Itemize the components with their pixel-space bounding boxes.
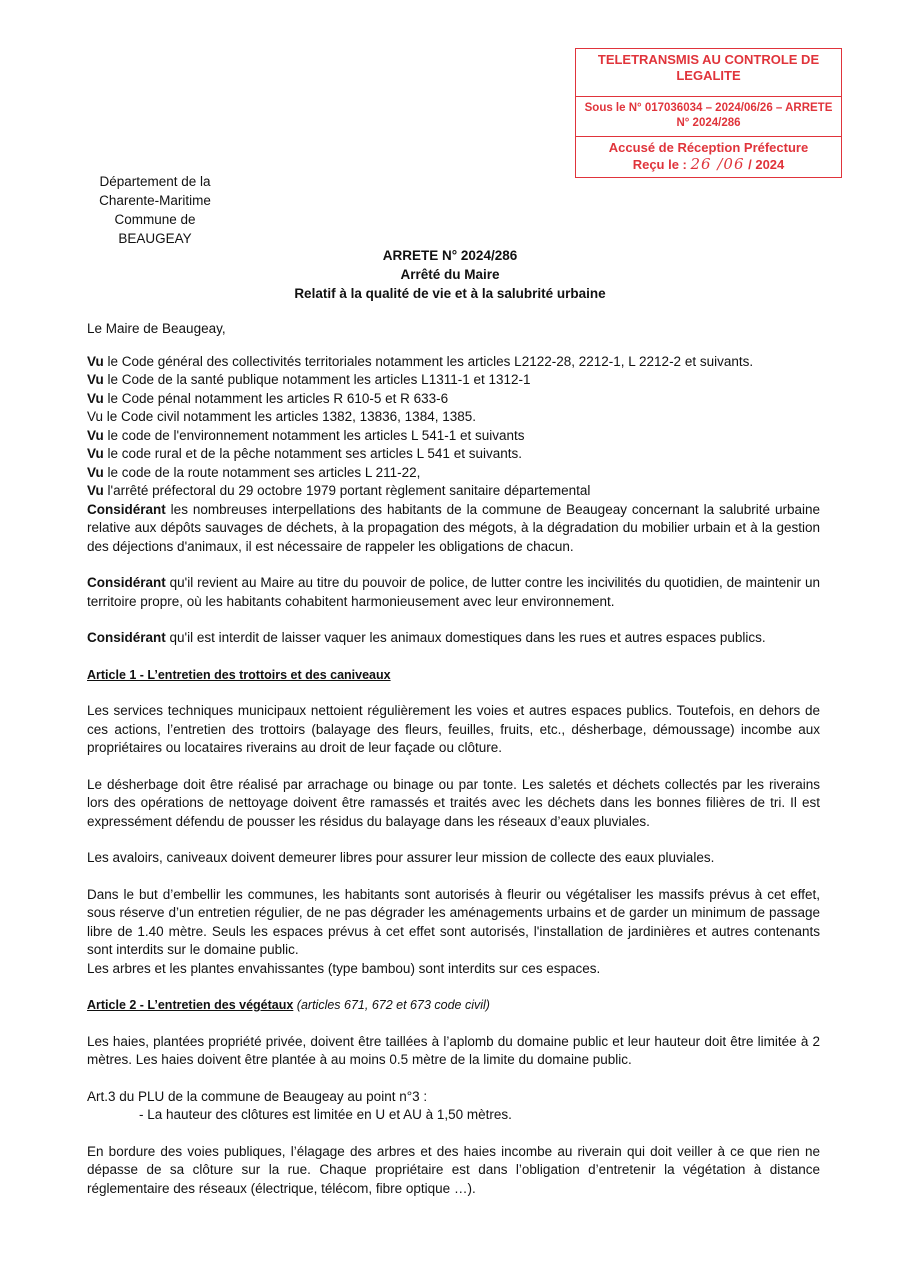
- vu-line: Vu le code de la route notamment ses articles L 211-22,: [87, 464, 421, 480]
- decree-subject: Relatif à la qualité de vie et à la salubrité urbaine: [294, 286, 606, 301]
- article-2-title: Article 2 - L’entretien des végétaux (articles 671, 672 et 673 code civil): [87, 998, 490, 1012]
- vu-line: Vu le Code civil notamment les articles 1382, 13836, 1384, 1385.: [87, 409, 476, 424]
- article-1-title: Article 1 - L’entretien des trottoirs et des caniveaux: [87, 667, 391, 682]
- salutation: Le Maire de Beaugeay,: [87, 321, 226, 336]
- legality-stamp: [575, 48, 842, 178]
- considerant-paragraph: Considérant qu'il revient au Maire au titre du pouvoir de police, de lutter contre les incivilités du quotidien, de maintenir un territoire propre, où les habitants cohabitent harmonieusement avec leur environnement.: [87, 575, 820, 609]
- vu-line: Vu l'arrêté préfectoral du 29 octobre 1979 portant règlement sanitaire départemental: [87, 483, 591, 498]
- article-1-paragraph: Les arbres et les plantes envahissantes (type bambou) sont interdits sur ces espaces.: [87, 960, 601, 976]
- article-2-bullet: - La hauteur des clôtures est limitée en U et AU à 1,50 mètres.: [139, 1107, 512, 1122]
- decree-heading: [0, 246, 900, 303]
- article-2-paragraph: Art.3 du PLU de la commune de Beaugeay au point n°3 :: [87, 1088, 428, 1104]
- considerant-paragraph: Considérant les nombreuses interpellations des habitants de la commune de Beaugeay concernant la salubrité urbaine relative aux dépôts sauvages de déchets, à la propagation des mégots, à la dégradation du mobilier urbain et à la gestion des déjections d'animaux, il est nécessaire de rappeler les obligations de chacun.: [87, 501, 820, 554]
- article-1-paragraph: Le désherbage doit être réalisé par arrachage ou binage ou par tonte. Les saletés et déchets collectés par les riverains lors des opérations de nettoyage doivent être ramassés et traités avec les déchets dans les bonnes filières de tri. Il est expressément défendu de pousser les résidus du balayage dans les réseaux d’eaux pluviales.: [87, 776, 820, 829]
- stamp-received-date: Reçu le : 26 /06 / 2024: [632, 155, 785, 173]
- article-2-paragraph: Les haies, plantées propriété privée, doivent être taillées à l’aplomb du domaine public et leur hauteur doit être limitée à 2 mètres. Les haies doivent être plantée à au moins 0.5 mètre de la limite du domaine public.: [87, 1033, 820, 1067]
- article-2-paragraph: En bordure des voies publiques, l’élagage des arbres et des haies incombe au riverain qui doit veiller à ce que rien ne dépasse de sa clôture sur la rue. Chaque propriétaire est dans l’obligation d’entretenir la végétation à distance réglementaire des réseaux (électrique, télécom, fibre optique …).: [87, 1143, 820, 1196]
- stamp-reference: Sous le N° 017036034 – 2024/06/26 – ARRETE N° 2024/286: [576, 97, 841, 137]
- decree-subtitle: Arrêté du Maire: [400, 267, 500, 282]
- handwritten-day: 26: [690, 155, 712, 173]
- vu-line: Vu le Code général des collectivités territoriales notamment les articles L2122-28, 2212-1, L 2212-2 et suivants.: [87, 353, 754, 369]
- stamp-title: TELETRANSMIS AU CONTROLE DE LEGALITE: [576, 49, 841, 97]
- considerant-paragraph: Considérant qu'il est interdit de laisser vaquer les animaux domestiques dans les rues et autres espaces publics.: [87, 630, 766, 645]
- article-1-paragraph: Les services techniques municipaux nettoient régulièrement les voies et autres espaces publics. Toutefois, en dehors de ces actions, l’entretien des trottoirs (balayage des fleurs, feuilles, fruits, etc., désherbage, démoussage) incombe aux propriétaires ou locataires riverains au droit de leur façade ou clôture.: [87, 703, 820, 755]
- document-body: [87, 320, 820, 1198]
- department-block: Département de la Charente-Maritime Commune de BEAUGEAY: [99, 174, 211, 246]
- stamp-reception: [576, 137, 841, 177]
- vu-line: Vu le code rural et de la pêche notamment ses articles L 541 et suivants.: [87, 446, 522, 461]
- vu-line: Vu le Code de la santé publique notamment les articles L1311-1 et 1312-1: [87, 372, 531, 387]
- article-1-paragraph: Dans le but d’embellir les communes, les habitants sont autorisés à fleurir ou végétaliser les massifs prévus à cet effet, sous réserve d’un entretien régulier, de ne pas dégrader les aménagements urbains et de garder un minimum de passage libre de 1.40 mètre. Seuls les espaces prévus à cet effet sont autorisés, l'installation de jardinières et autres contenants sont interdits sur le domaine public.: [87, 886, 820, 957]
- vu-line: Vu le code de l'environnement notamment les articles L 541-1 et suivants: [87, 427, 525, 443]
- vu-line: Vu le Code pénal notamment les articles R 610-5 et R 633-6: [87, 390, 449, 406]
- handwritten-month: 06: [723, 155, 745, 173]
- decree-number: ARRETE N° 2024/286: [382, 248, 518, 263]
- stamp-accuse: Accusé de Réception Préfecture: [608, 140, 809, 155]
- article-1-paragraph: Les avaloirs, caniveaux doivent demeurer libres pour assurer leur mission de collecte des eaux pluviales.: [87, 850, 715, 865]
